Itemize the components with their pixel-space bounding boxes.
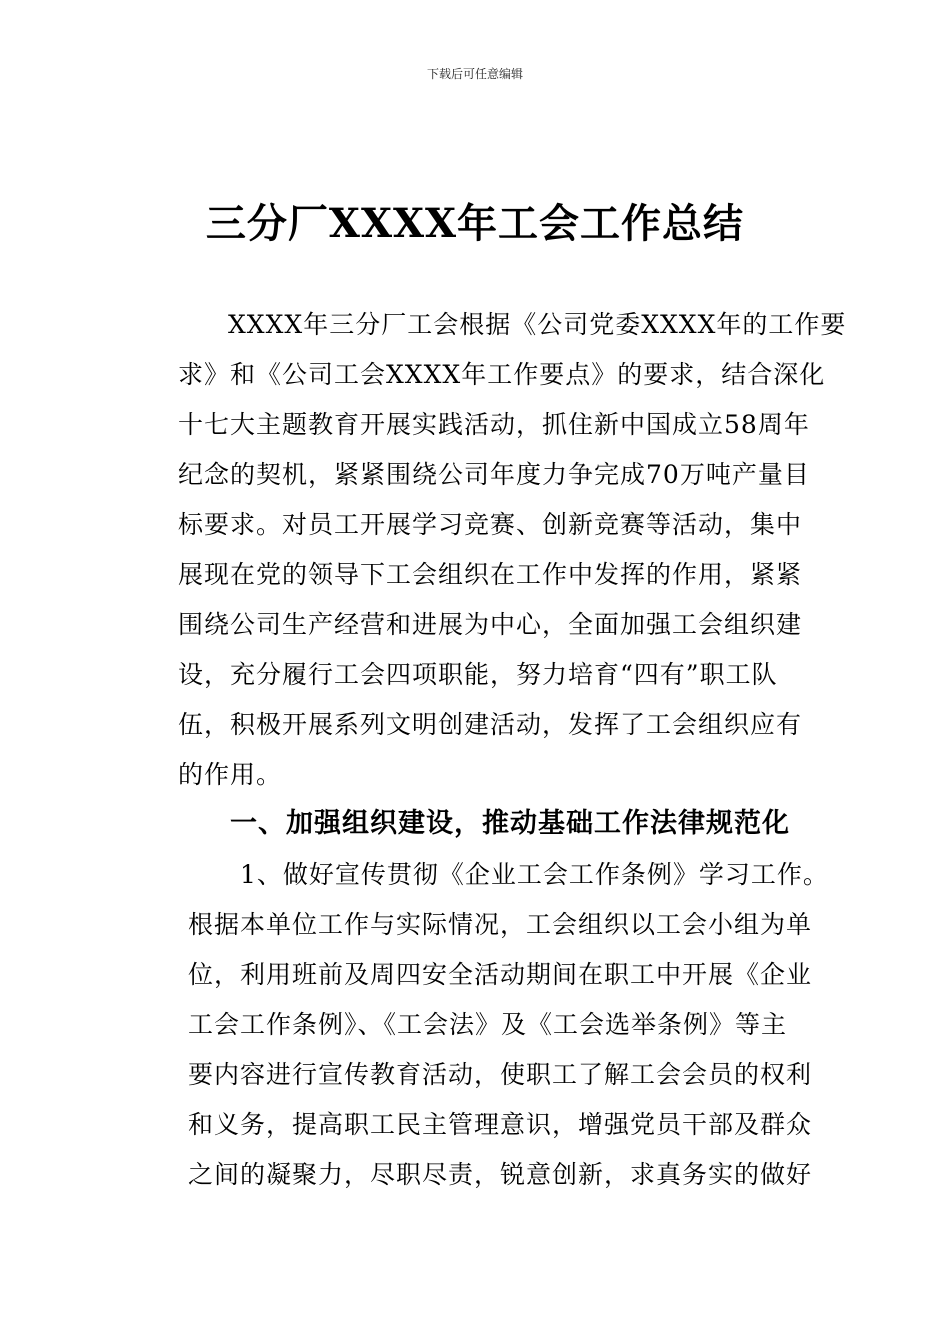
intro-line: 纪念的契机，紧紧围绕公司年度力争完成70万吨产量目	[178, 460, 810, 489]
intro-line: 伍，积极开展系列文明创建活动，发挥了工会组织应有	[178, 710, 803, 739]
item-line: 和义务，提高职工民主管理意识，增强党员干部及群众	[188, 1110, 813, 1139]
item-line: 之间的凝聚力，尽职尽责，锐意创新，求真务实的做好	[188, 1160, 813, 1189]
intro-line: 求》和《公司工会XXXX年工作要点》的要求，结合深化	[178, 360, 826, 389]
intro-line: 设，充分履行工会四项职能，努力培育“四有”职工队	[178, 660, 778, 689]
document-title: 三分厂XXXX年工会工作总结	[205, 200, 745, 247]
item-line: 工会工作条例》、《工会法》及《工会选举条例》等主	[188, 1010, 788, 1039]
item-line: 1、做好宣传贯彻《企业工会工作条例》学习工作。	[240, 860, 829, 889]
item-line: 根据本单位工作与实际情况，工会组织以工会小组为单	[188, 910, 813, 939]
intro-line: 标要求。对员工开展学习竞赛、创新竞赛等活动，集中	[178, 510, 803, 539]
intro-line: 十七大主题教育开展实践活动，抓住新中国成立58周年	[178, 410, 810, 439]
intro-line: 的作用。	[178, 760, 283, 789]
header-note: 下载后可任意编辑	[426, 67, 523, 81]
intro-line: XXXX年三分厂工会根据《公司党委XXXX年的工作要	[228, 310, 847, 339]
item-line: 要内容进行宣传教育活动，使职工了解工会会员的权利	[188, 1060, 813, 1089]
item-line: 位，利用班前及周四安全活动期间在职工中开展《企业	[188, 960, 813, 989]
section-heading: 一、加强组织建设，推动基础工作法律规范化	[230, 808, 790, 839]
intro-line: 展现在党的领导下工会组织在工作中发挥的作用，紧紧	[178, 560, 803, 589]
intro-line: 围绕公司生产经营和进展为中心，全面加强工会组织建	[178, 610, 803, 639]
